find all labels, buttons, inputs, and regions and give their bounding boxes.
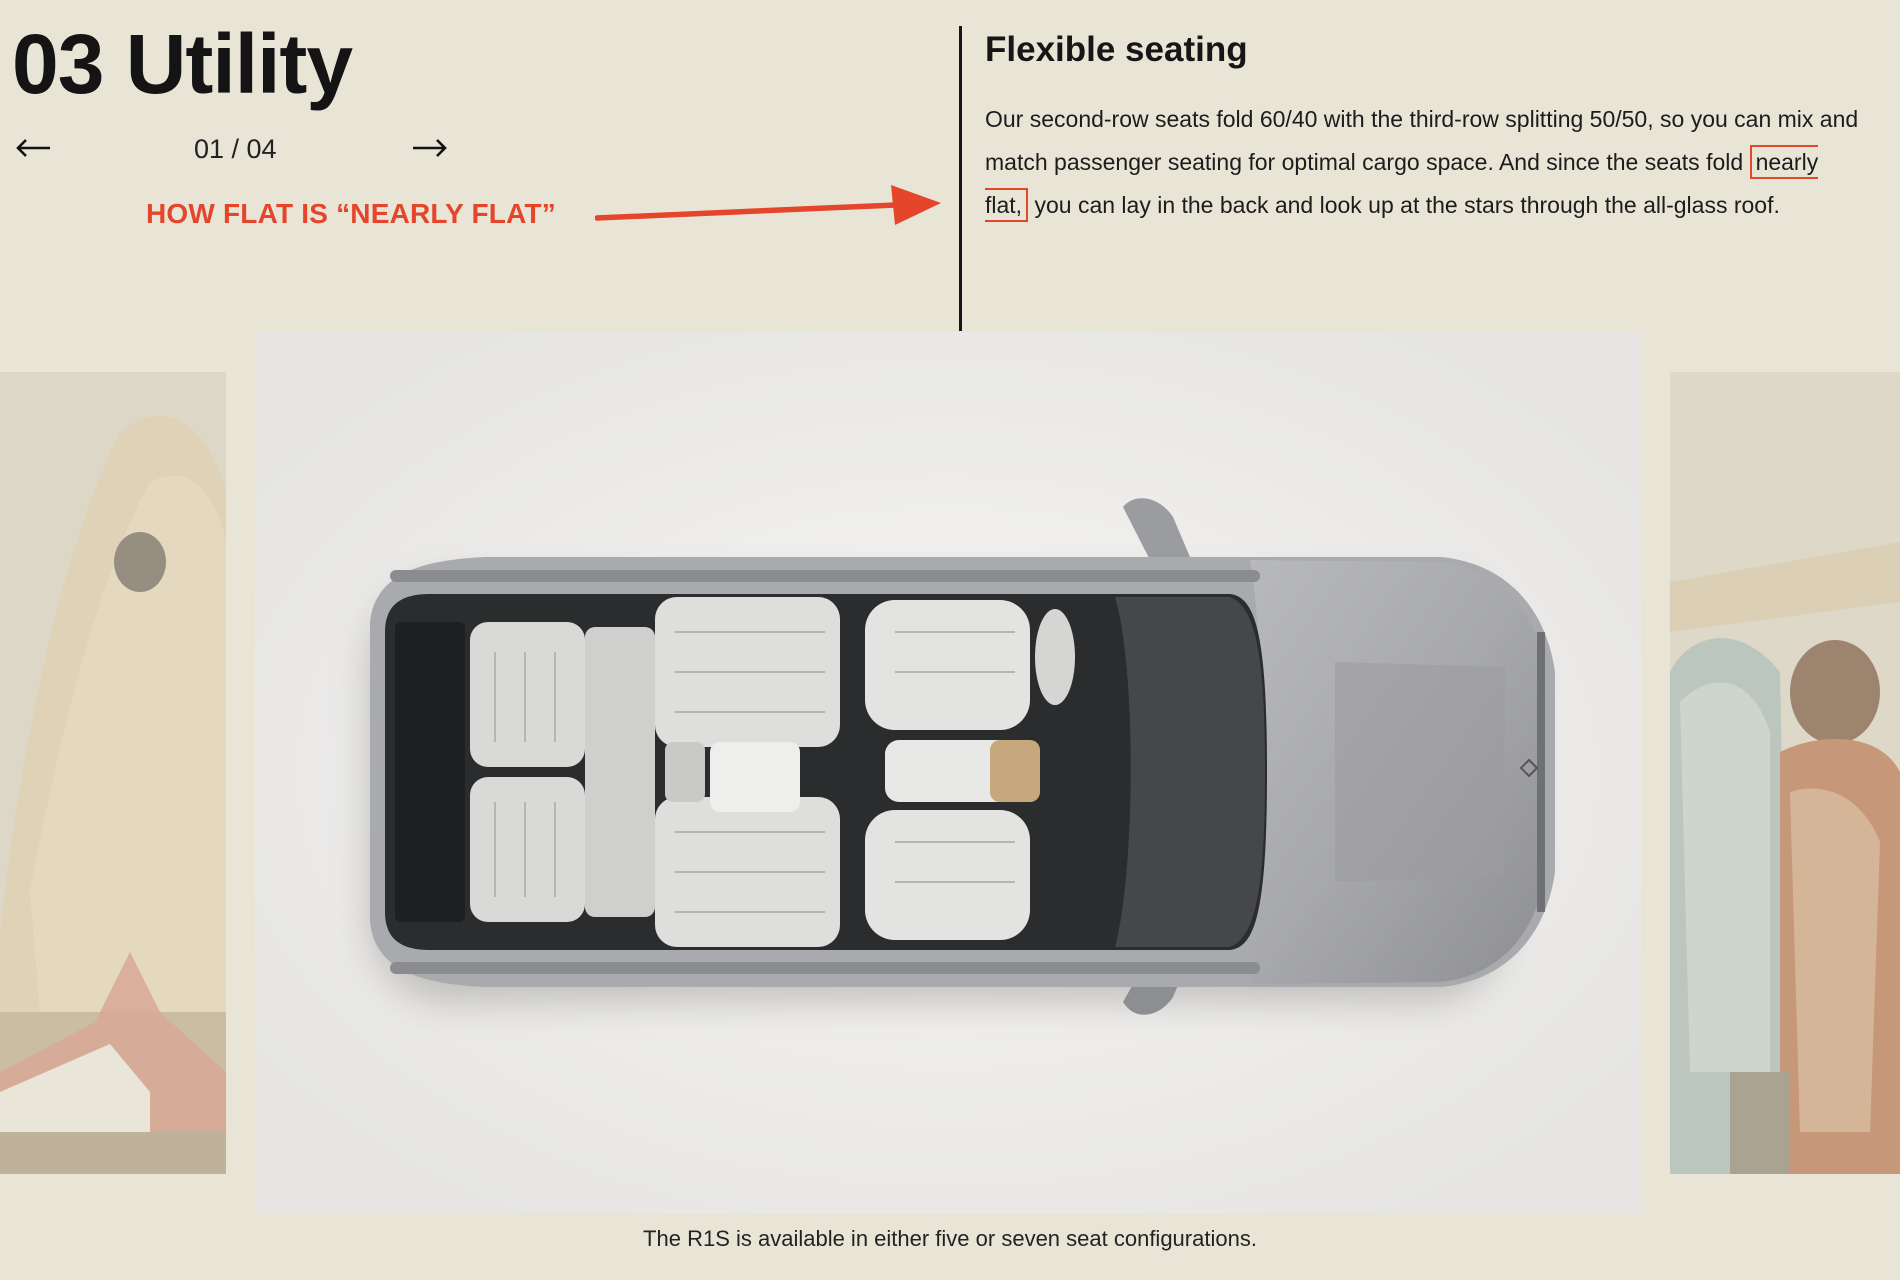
previous-slide-button[interactable] (14, 128, 58, 168)
campsite-photo-icon (0, 372, 226, 1174)
people-photo-icon (1670, 372, 1900, 1174)
car-top-view-icon (255, 332, 1641, 1214)
section-title: 03 Utility (12, 17, 353, 111)
feature-text-start: Our second-row seats fold 60/40 with the third-row splitting 50/50, so you can mix and match passenger seating for optimal cargo space. And since the seats fold (985, 106, 1859, 175)
vertical-divider (959, 26, 962, 331)
annotation-label: HOW FLAT IS “NEARLY FLAT” (146, 198, 556, 229)
annotation-arrow-icon (595, 182, 945, 232)
next-slide-button[interactable] (409, 128, 453, 168)
arrow-left-icon (14, 133, 54, 163)
vehicle-image (255, 332, 1641, 1214)
next-slide-photo[interactable] (1670, 372, 1900, 1174)
feature-description (985, 98, 1865, 227)
feature-title: Flexible seating (985, 30, 1248, 69)
previous-slide-photo[interactable] (0, 372, 226, 1174)
highlighted-phrase: nearly flat, (985, 145, 1818, 222)
carousel-pager (14, 128, 454, 168)
image-caption: The R1S is available in either five or seven seat configurations. (643, 1226, 1257, 1251)
feature-text-end: you can lay in the back and look up at the stars through the all-glass roof. (1028, 192, 1780, 218)
slide-counter: 01 / 04 (194, 134, 277, 164)
arrow-right-icon (409, 133, 449, 163)
